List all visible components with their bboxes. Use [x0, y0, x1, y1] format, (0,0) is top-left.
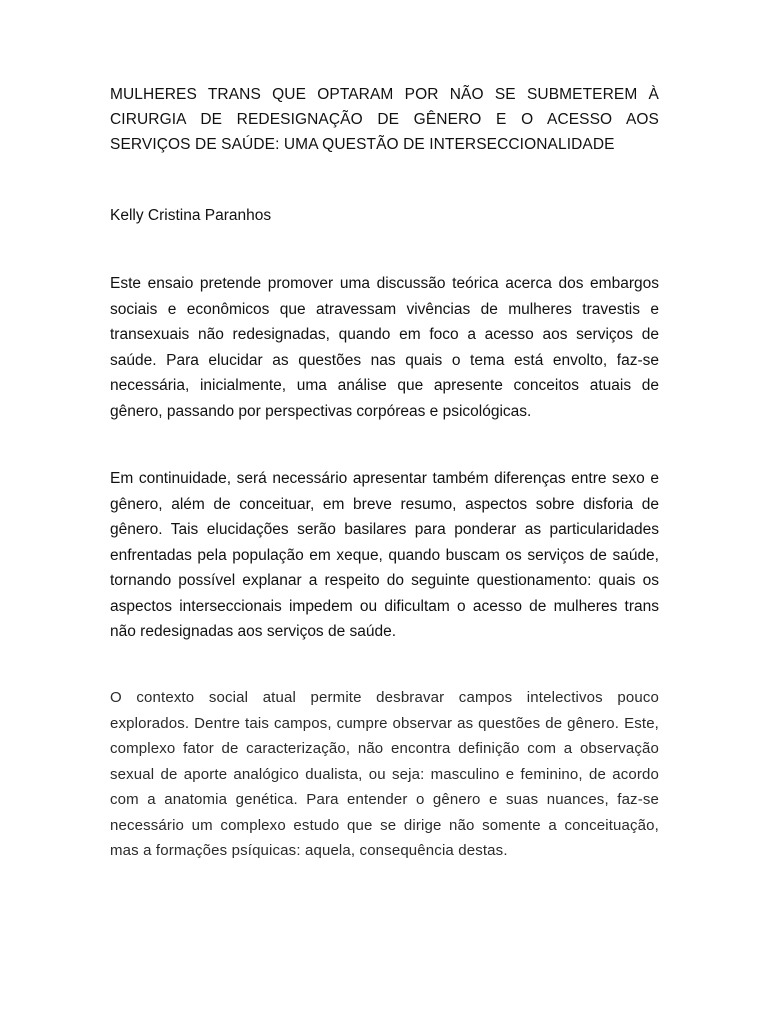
paragraph-3: O contexto social atual permite desbravar campos intelectivos pouco explorados. Dentre tais campos, cumpre observar as questões de gênero. Este, complexo fator de caracterização, não encontra definição com a observação sexual de aporte analógico dualista, ou seja: masculino e feminino, de acordo com a anatomia genética. Para entender o gênero e suas nuances, faz-se necessário um complexo estudo que se dirige não somente a conceituação, mas a formações psíquicas: aquela, consequência destas. [110, 689, 659, 859]
paragraph-2: Em continuidade, será necessário apresentar também diferenças entre sexo e gênero, além de conceituar, em breve resumo, aspectos sobre disforia de gênero. Tais elucidações serão basilares para ponderar as particularidades enfrentadas pela população em xeque, quando buscam os serviços de saúde, tornando possível explanar a respeito do seguinte questionamento: quais os aspectos interseccionais impedem ou dificultam o acesso de mulheres trans não redesignadas aos serviços de saúde. [110, 470, 659, 640]
paragraph-1: Este ensaio pretende promover uma discussão teórica acerca dos embargos sociais e econômicos que atravessam vivências de mulheres travestis e transexuais não redesignadas, quando em foco a acesso aos serviços de saúde. Para elucidar as questões nas quais o tema está envolto, faz-se necessária, inicialmente, uma análise que apresente conceitos atuais de gênero, passando por perspectivas corpóreas e psicológicas. [110, 275, 659, 420]
author-name: Kelly Cristina Paranhos [110, 207, 272, 224]
document-title: MULHERES TRANS QUE OPTARAM POR NÃO SE SUBMETEREM À CIRURGIA DE REDESIGNAÇÃO DE GÊNERO E O ACESSO AOS SERVIÇOS DE SAÚDE: UMA QUESTÃO DE INTERSECCIONALIDADE [110, 86, 659, 153]
